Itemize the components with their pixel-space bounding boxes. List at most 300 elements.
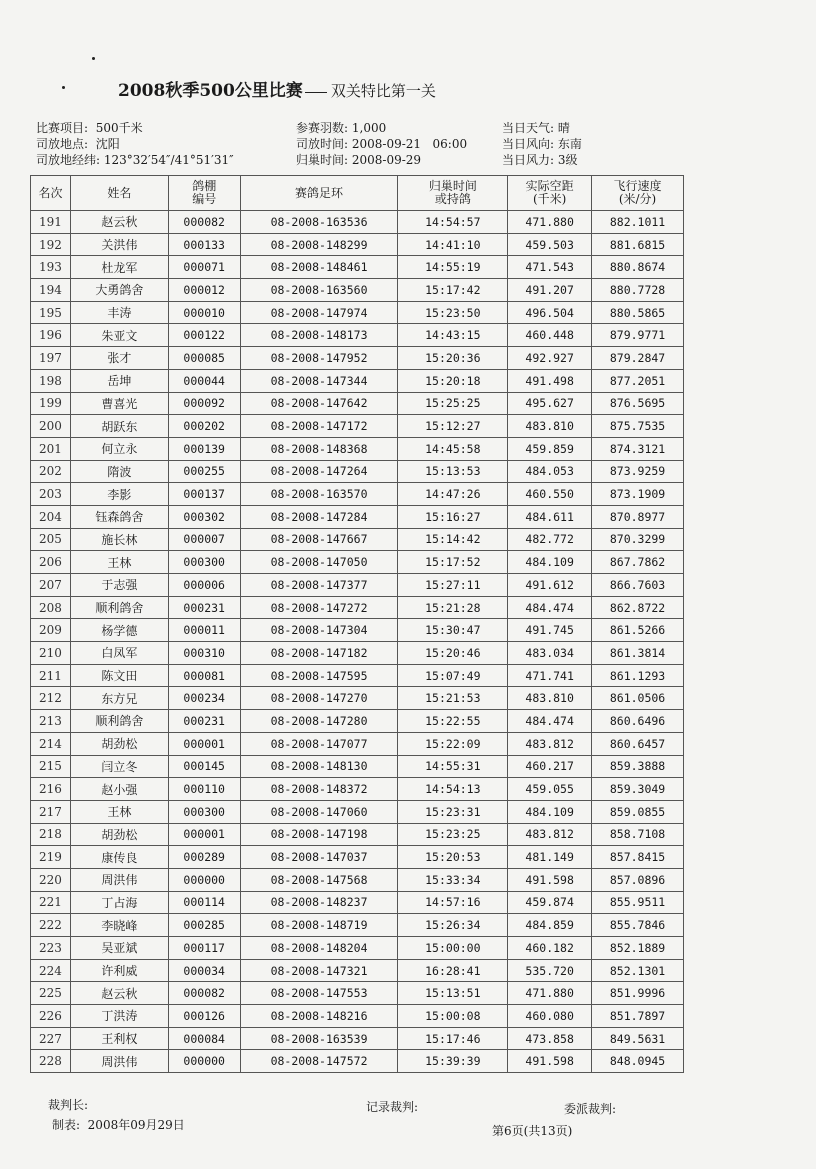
speck-mark — [62, 86, 65, 89]
cell-ring: 08-2008-147952 — [240, 347, 398, 370]
cell-time: 15:22:09 — [398, 732, 508, 755]
race-subtitle: 双关特比第一关 — [330, 82, 436, 100]
page-title — [118, 76, 436, 101]
cell-name: 吴亚斌 — [70, 937, 168, 960]
cell-name: 李影 — [70, 483, 168, 506]
cell-speed: 851.7897 — [592, 1005, 684, 1028]
cell-loft: 000122 — [168, 324, 240, 347]
cell-distance: 484.611 — [508, 505, 592, 528]
cell-loft: 000137 — [168, 483, 240, 506]
header-distance: 实际空距 (千米) — [508, 176, 592, 211]
table-row — [31, 505, 684, 528]
cell-speed: 857.0896 — [592, 868, 684, 891]
cell-name: 闫立冬 — [70, 755, 168, 778]
cell-name: 关洪伟 — [70, 233, 168, 256]
cell-name: 何立永 — [70, 437, 168, 460]
cell-rank: 196 — [31, 324, 71, 347]
cell-distance: 460.080 — [508, 1005, 592, 1028]
cell-ring: 08-2008-147284 — [240, 505, 398, 528]
cell-ring: 08-2008-147568 — [240, 868, 398, 891]
table-row — [31, 710, 684, 733]
cell-speed: 876.5695 — [592, 392, 684, 415]
info-wind-force: 当日风力: 3级 — [502, 153, 578, 167]
table-row — [31, 347, 684, 370]
cell-loft: 000289 — [168, 846, 240, 869]
cell-ring: 08-2008-148368 — [240, 437, 398, 460]
cell-loft: 000092 — [168, 392, 240, 415]
cell-ring: 08-2008-147595 — [240, 664, 398, 687]
cell-rank: 211 — [31, 664, 71, 687]
cell-time: 14:41:10 — [398, 233, 508, 256]
results-table — [30, 175, 684, 1073]
cell-time: 14:43:15 — [398, 324, 508, 347]
table-row — [31, 301, 684, 324]
cell-distance: 482.772 — [508, 528, 592, 551]
table-row — [31, 914, 684, 937]
cell-loft: 000114 — [168, 891, 240, 914]
cell-name: 胡劲松 — [70, 732, 168, 755]
info-place: 司放地点: 沈阳 — [36, 137, 120, 151]
cell-name: 王林 — [70, 551, 168, 574]
cell-loft: 000126 — [168, 1005, 240, 1028]
table-row — [31, 982, 684, 1005]
cell-distance: 491.207 — [508, 279, 592, 302]
cell-name: 施长林 — [70, 528, 168, 551]
cell-speed: 882.1011 — [592, 211, 684, 234]
cell-time: 15:27:11 — [398, 574, 508, 597]
table-row — [31, 959, 684, 982]
cell-time: 15:39:39 — [398, 1050, 508, 1073]
cell-name: 丰涛 — [70, 301, 168, 324]
cell-time: 15:23:31 — [398, 800, 508, 823]
title-blank-line — [305, 92, 327, 93]
cell-speed: 855.9511 — [592, 891, 684, 914]
cell-time: 15:00:00 — [398, 937, 508, 960]
cell-name: 胡跃东 — [70, 415, 168, 438]
cell-time: 15:17:46 — [398, 1027, 508, 1050]
cell-time: 15:17:42 — [398, 279, 508, 302]
cell-ring: 08-2008-147037 — [240, 846, 398, 869]
header-name: 姓名 — [70, 176, 168, 211]
cell-time: 14:47:26 — [398, 483, 508, 506]
cell-distance: 483.812 — [508, 732, 592, 755]
cell-ring: 08-2008-148372 — [240, 778, 398, 801]
cell-name: 周洪伟 — [70, 1050, 168, 1073]
cell-loft: 000117 — [168, 937, 240, 960]
header-rank: 名次 — [31, 176, 71, 211]
cell-name: 胡劲松 — [70, 823, 168, 846]
cell-ring: 08-2008-147377 — [240, 574, 398, 597]
cell-speed: 880.8674 — [592, 256, 684, 279]
cell-speed: 862.8722 — [592, 596, 684, 619]
cell-time: 15:23:50 — [398, 301, 508, 324]
cell-ring: 08-2008-148461 — [240, 256, 398, 279]
table-row — [31, 755, 684, 778]
cell-name: 曹喜光 — [70, 392, 168, 415]
cell-distance: 483.810 — [508, 415, 592, 438]
cell-loft: 000139 — [168, 437, 240, 460]
cell-rank: 224 — [31, 959, 71, 982]
cell-name: 丁洪涛 — [70, 1005, 168, 1028]
cell-time: 15:13:53 — [398, 460, 508, 483]
table-row — [31, 415, 684, 438]
cell-distance: 484.474 — [508, 710, 592, 733]
cell-name: 王利权 — [70, 1027, 168, 1050]
chief-judge-label: 裁判长: — [48, 1098, 89, 1112]
cell-time: 15:21:28 — [398, 596, 508, 619]
cell-rank: 205 — [31, 528, 71, 551]
cell-rank: 212 — [31, 687, 71, 710]
cell-name: 周洪伟 — [70, 868, 168, 891]
cell-ring: 08-2008-163560 — [240, 279, 398, 302]
cell-ring: 08-2008-147270 — [240, 687, 398, 710]
cell-ring: 08-2008-147077 — [240, 732, 398, 755]
cell-distance: 460.448 — [508, 324, 592, 347]
cell-time: 15:16:27 — [398, 505, 508, 528]
cell-speed: 857.8415 — [592, 846, 684, 869]
table-row — [31, 1027, 684, 1050]
cell-rank: 215 — [31, 755, 71, 778]
cell-rank: 198 — [31, 369, 71, 392]
cell-name: 岳坤 — [70, 369, 168, 392]
cell-rank: 194 — [31, 279, 71, 302]
cell-rank: 199 — [31, 392, 71, 415]
cell-time: 15:22:55 — [398, 710, 508, 733]
cell-loft: 000010 — [168, 301, 240, 324]
cell-rank: 213 — [31, 710, 71, 733]
table-row — [31, 551, 684, 574]
cell-speed: 861.0506 — [592, 687, 684, 710]
table-row — [31, 868, 684, 891]
cell-rank: 214 — [31, 732, 71, 755]
cell-ring: 08-2008-148216 — [240, 1005, 398, 1028]
record-judge-label: 记录裁判: — [366, 1100, 419, 1114]
cell-rank: 218 — [31, 823, 71, 846]
cell-ring: 08-2008-147182 — [240, 642, 398, 665]
cell-speed: 860.6496 — [592, 710, 684, 733]
cell-name: 顺利鸽舍 — [70, 596, 168, 619]
cell-name: 丁占海 — [70, 891, 168, 914]
cell-rank: 216 — [31, 778, 71, 801]
cell-rank: 191 — [31, 211, 71, 234]
cell-speed: 859.3888 — [592, 755, 684, 778]
table-header-row — [31, 176, 684, 211]
cell-time: 16:28:41 — [398, 959, 508, 982]
cell-loft: 000000 — [168, 1050, 240, 1073]
cell-distance: 459.874 — [508, 891, 592, 914]
table-row — [31, 687, 684, 710]
cell-name: 许利威 — [70, 959, 168, 982]
cell-speed: 855.7846 — [592, 914, 684, 937]
cell-speed: 866.7603 — [592, 574, 684, 597]
cell-ring: 08-2008-147572 — [240, 1050, 398, 1073]
cell-loft: 000145 — [168, 755, 240, 778]
table-row — [31, 324, 684, 347]
table-row — [31, 1005, 684, 1028]
cell-loft: 000302 — [168, 505, 240, 528]
cell-time: 15:21:53 — [398, 687, 508, 710]
info-wind-direction: 当日风向: 东南 — [502, 137, 582, 151]
cell-speed: 880.5865 — [592, 301, 684, 324]
cell-ring: 08-2008-147172 — [240, 415, 398, 438]
table-row — [31, 823, 684, 846]
cell-loft: 000110 — [168, 778, 240, 801]
header-ring: 赛鸽足环 — [240, 176, 398, 211]
cell-distance: 484.053 — [508, 460, 592, 483]
cell-rank: 223 — [31, 937, 71, 960]
info-weather: 当日天气: 晴 — [502, 121, 570, 135]
cell-name: 赵云秋 — [70, 211, 168, 234]
cell-rank: 192 — [31, 233, 71, 256]
cell-distance: 471.543 — [508, 256, 592, 279]
assigned-judge-label: 委派裁判: — [564, 1102, 617, 1116]
cell-speed: 849.5631 — [592, 1027, 684, 1050]
cell-time: 14:45:58 — [398, 437, 508, 460]
cell-distance: 535.720 — [508, 959, 592, 982]
cell-ring: 08-2008-147304 — [240, 619, 398, 642]
cell-ring: 08-2008-163536 — [240, 211, 398, 234]
cell-distance: 471.880 — [508, 982, 592, 1005]
cell-speed: 875.7535 — [592, 415, 684, 438]
cell-rank: 210 — [31, 642, 71, 665]
cell-speed: 870.3299 — [592, 528, 684, 551]
cell-ring: 08-2008-147344 — [240, 369, 398, 392]
cell-distance: 481.149 — [508, 846, 592, 869]
cell-speed: 873.1909 — [592, 483, 684, 506]
cell-ring: 08-2008-148299 — [240, 233, 398, 256]
table-row — [31, 800, 684, 823]
cell-ring: 08-2008-147280 — [240, 710, 398, 733]
cell-name: 大勇鸽舍 — [70, 279, 168, 302]
cell-name: 隋波 — [70, 460, 168, 483]
cell-distance: 459.055 — [508, 778, 592, 801]
cell-time: 15:13:51 — [398, 982, 508, 1005]
cell-distance: 491.598 — [508, 1050, 592, 1073]
cell-name: 张才 — [70, 347, 168, 370]
cell-distance: 491.612 — [508, 574, 592, 597]
cell-rank: 193 — [31, 256, 71, 279]
cell-time: 15:17:52 — [398, 551, 508, 574]
cell-speed: 881.6815 — [592, 233, 684, 256]
table-row — [31, 369, 684, 392]
page-number: 第6页(共13页) — [492, 1124, 573, 1138]
cell-ring: 08-2008-147264 — [240, 460, 398, 483]
cell-distance: 459.859 — [508, 437, 592, 460]
cell-loft: 000285 — [168, 914, 240, 937]
cell-speed: 879.9771 — [592, 324, 684, 347]
cell-ring: 08-2008-163570 — [240, 483, 398, 506]
cell-time: 14:55:19 — [398, 256, 508, 279]
cell-time: 15:00:08 — [398, 1005, 508, 1028]
cell-distance: 473.858 — [508, 1027, 592, 1050]
cell-loft: 000071 — [168, 256, 240, 279]
cell-ring: 08-2008-147060 — [240, 800, 398, 823]
table-row — [31, 619, 684, 642]
cell-distance: 483.812 — [508, 823, 592, 846]
cell-loft: 000085 — [168, 347, 240, 370]
table-row — [31, 392, 684, 415]
header-time: 归巢时间 或持鸽 — [398, 176, 508, 211]
cell-distance: 460.217 — [508, 755, 592, 778]
cell-name: 东方兄 — [70, 687, 168, 710]
cell-distance: 491.498 — [508, 369, 592, 392]
cell-rank: 225 — [31, 982, 71, 1005]
cell-rank: 209 — [31, 619, 71, 642]
cell-rank: 203 — [31, 483, 71, 506]
cell-name: 陈文田 — [70, 664, 168, 687]
cell-speed: 851.9996 — [592, 982, 684, 1005]
cell-time: 15:12:27 — [398, 415, 508, 438]
info-return-time: 归巢时间: 2008-09-29 — [296, 153, 422, 167]
cell-ring: 08-2008-163539 — [240, 1027, 398, 1050]
cell-distance: 483.810 — [508, 687, 592, 710]
cell-time: 15:20:46 — [398, 642, 508, 665]
cell-loft: 000084 — [168, 1027, 240, 1050]
cell-name: 顺利鸽舍 — [70, 710, 168, 733]
table-row — [31, 1050, 684, 1073]
table-row — [31, 279, 684, 302]
cell-ring: 08-2008-148130 — [240, 755, 398, 778]
cell-distance: 495.627 — [508, 392, 592, 415]
cell-speed: 852.1889 — [592, 937, 684, 960]
table-row — [31, 483, 684, 506]
cell-distance: 496.504 — [508, 301, 592, 324]
cell-rank: 217 — [31, 800, 71, 823]
cell-distance: 471.880 — [508, 211, 592, 234]
cell-loft: 000081 — [168, 664, 240, 687]
info-project: 比赛项目: 500千米 — [36, 121, 143, 135]
cell-ring: 08-2008-148719 — [240, 914, 398, 937]
cell-rank: 222 — [31, 914, 71, 937]
cell-speed: 867.7862 — [592, 551, 684, 574]
table-row — [31, 233, 684, 256]
header-speed: 飞行速度 (米/分) — [592, 176, 684, 211]
cell-name: 王林 — [70, 800, 168, 823]
cell-loft: 000133 — [168, 233, 240, 256]
cell-ring: 08-2008-147553 — [240, 982, 398, 1005]
cell-loft: 000310 — [168, 642, 240, 665]
cell-name: 赵小强 — [70, 778, 168, 801]
cell-distance: 471.741 — [508, 664, 592, 687]
cell-rank: 201 — [31, 437, 71, 460]
cell-loft: 000001 — [168, 823, 240, 846]
cell-loft: 000082 — [168, 982, 240, 1005]
header-loft: 鸽棚 编号 — [168, 176, 240, 211]
cell-speed: 877.2051 — [592, 369, 684, 392]
cell-loft: 000012 — [168, 279, 240, 302]
table-row — [31, 460, 684, 483]
cell-name: 于志强 — [70, 574, 168, 597]
cell-time: 15:07:49 — [398, 664, 508, 687]
info-release-time: 司放时间: 2008-09-21 06:00 — [296, 137, 468, 151]
cell-loft: 000202 — [168, 415, 240, 438]
table-row — [31, 846, 684, 869]
cell-distance: 484.859 — [508, 914, 592, 937]
cell-loft: 000011 — [168, 619, 240, 642]
cell-ring: 08-2008-147974 — [240, 301, 398, 324]
cell-loft: 000300 — [168, 800, 240, 823]
cell-loft: 000006 — [168, 574, 240, 597]
cell-speed: 852.1301 — [592, 959, 684, 982]
cell-rank: 220 — [31, 868, 71, 891]
table-row — [31, 528, 684, 551]
cell-ring: 08-2008-148173 — [240, 324, 398, 347]
cell-rank: 228 — [31, 1050, 71, 1073]
table-row — [31, 778, 684, 801]
cell-distance: 460.550 — [508, 483, 592, 506]
race-title: 2008秋季500公里比赛 — [118, 81, 303, 101]
table-row — [31, 937, 684, 960]
cell-speed: 861.5266 — [592, 619, 684, 642]
cell-ring: 08-2008-147198 — [240, 823, 398, 846]
cell-ring: 08-2008-147642 — [240, 392, 398, 415]
cell-time: 15:26:34 — [398, 914, 508, 937]
cell-speed: 870.8977 — [592, 505, 684, 528]
table-row — [31, 256, 684, 279]
table-row — [31, 437, 684, 460]
cell-name: 朱亚文 — [70, 324, 168, 347]
cell-loft: 000001 — [168, 732, 240, 755]
cell-distance: 459.503 — [508, 233, 592, 256]
cell-time: 14:54:57 — [398, 211, 508, 234]
cell-distance: 484.109 — [508, 551, 592, 574]
cell-rank: 206 — [31, 551, 71, 574]
cell-rank: 200 — [31, 415, 71, 438]
info-coords: 司放地经纬: 123°32′54″/41°51′31″ — [36, 153, 234, 167]
table-row — [31, 664, 684, 687]
table-row — [31, 642, 684, 665]
cell-distance: 484.109 — [508, 800, 592, 823]
cell-speed: 873.9259 — [592, 460, 684, 483]
cell-distance: 491.745 — [508, 619, 592, 642]
cell-loft: 000300 — [168, 551, 240, 574]
cell-time: 15:20:53 — [398, 846, 508, 869]
cell-loft: 000231 — [168, 596, 240, 619]
cell-ring: 08-2008-147667 — [240, 528, 398, 551]
cell-distance: 483.034 — [508, 642, 592, 665]
cell-speed: 861.3814 — [592, 642, 684, 665]
cell-speed: 879.2847 — [592, 347, 684, 370]
cell-distance: 460.182 — [508, 937, 592, 960]
cell-speed: 859.3049 — [592, 778, 684, 801]
cell-name: 白凤军 — [70, 642, 168, 665]
cell-rank: 202 — [31, 460, 71, 483]
cell-ring: 08-2008-147321 — [240, 959, 398, 982]
cell-ring: 08-2008-148237 — [240, 891, 398, 914]
cell-speed: 848.0945 — [592, 1050, 684, 1073]
cell-distance: 484.474 — [508, 596, 592, 619]
cell-distance: 491.598 — [508, 868, 592, 891]
cell-loft: 000007 — [168, 528, 240, 551]
table-row — [31, 211, 684, 234]
cell-speed: 859.0855 — [592, 800, 684, 823]
table-body — [31, 211, 684, 1073]
cell-rank: 207 — [31, 574, 71, 597]
cell-loft: 000034 — [168, 959, 240, 982]
cell-ring: 08-2008-148204 — [240, 937, 398, 960]
cell-time: 14:55:31 — [398, 755, 508, 778]
cell-speed: 874.3121 — [592, 437, 684, 460]
cell-loft: 000255 — [168, 460, 240, 483]
cell-rank: 221 — [31, 891, 71, 914]
cell-speed: 860.6457 — [592, 732, 684, 755]
cell-rank: 219 — [31, 846, 71, 869]
info-count: 参赛羽数: 1,000 — [296, 121, 387, 135]
cell-time: 15:14:42 — [398, 528, 508, 551]
table-row — [31, 891, 684, 914]
cell-rank: 226 — [31, 1005, 71, 1028]
cell-speed: 858.7108 — [592, 823, 684, 846]
